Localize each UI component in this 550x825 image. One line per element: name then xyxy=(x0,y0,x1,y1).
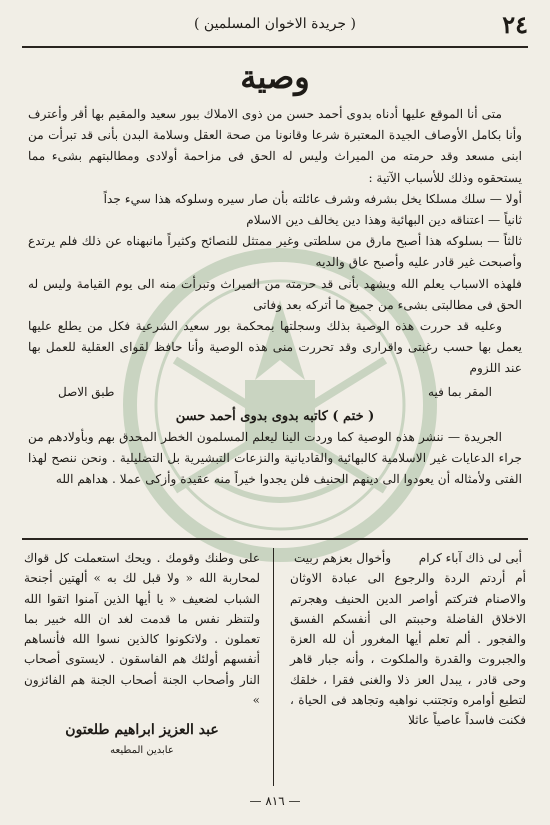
editorial-note: الجريدة — ننشر هذه الوصية كما وردت الينا ليعلم المسلمون الخطر المحدق بهم وبأولادهم من جراء الدعايات غير الاسلامية كالبهائية والقاديانية والنزعات التبشيرية بل التضليلية . ونحن ننصح لهذا الفتى ولأمثاله أن يعودوا الى دينهم الحنيف فلن يجدوا خيراً منه عقيدة وأزكى عملا . هداهم الله xyxy=(28,430,522,487)
article-paragraph: ثانياً — اعتناقه دين البهائية وهذا دين يخالف دين الاسلام xyxy=(246,213,522,228)
column-divider-horizontal xyxy=(22,538,528,540)
header-page-number: ٢٤ xyxy=(502,10,528,39)
article-paragraph: فلهذه الاسباب يعلم الله ويشهد بأنى قد حرمته من الميراث وتبرأت منه الى يوم القيامة وليس له الحق فى مطالبتى بشىء من جميع ما أتركه بعد وفاتى xyxy=(28,276,522,312)
signature-confirmed-label: المقر بما فيه xyxy=(428,384,492,399)
column-divider-vertical xyxy=(273,548,274,786)
left-column xyxy=(24,548,260,761)
left-column-text: على وطنك وقومك . ويحك استعملت كل قواك لمحاربة الله « ولا قبل لك به » ألهتين أجنحة الشباب لضعيف « يا أيها الذين آمنوا اتقوا الله ولتنظر نفس ما قدمت لغد ان الله خبير بما تعملون . ولاتكونوا كالذين نسوا الله فأنساهم أنفسهم أولئك هم الفاسقون . لايستوى أصحاب النار وأصحاب الجنة أصحاب الجنة هم الفائزون » xyxy=(24,551,260,708)
journal-title: ( جريدة الاخوان المسلمين ) xyxy=(194,16,356,32)
right-column xyxy=(290,548,526,731)
author-place: عابدين المطيعه xyxy=(110,744,174,756)
signature-true-copy-label: طبق الاصل xyxy=(58,384,115,399)
verse-hemistich: وأخوال بعزهم ربيت xyxy=(294,551,392,565)
right-column-text: أم أردتم الردة والرجوع الى عبادة الاوثان والاصنام فتركتم أواصر الدين الحنيف وهجرتم الاخلاق الفاضلة وحببتم الى أنفسكم الفسق والفجور . ألم تعلم أيها المغرور أن لله العزة والجبروت والقدرة والملكوت ، وأنه جبار قاهر وحى قادر ، يبدل العز ذلا والغنى فقرا ، خلقك لتطيع أوامره وتجتنب نواهيه وتجاهد فى الحياة ، فكنت فاسداً عاصياً عاثلا xyxy=(290,571,526,728)
article-title: وصية xyxy=(240,58,310,96)
signature-row xyxy=(28,382,522,403)
footer-page-number: — ٨١٦ — xyxy=(249,794,301,808)
page-header xyxy=(22,10,528,48)
poem-verse xyxy=(290,548,526,568)
article-paragraph: وعليه قد حررت هذه الوصية بذلك وسجلتها بمحكمة بور سعيد الشرعية فكل من يطلع عليها يعمل بها حسب رغبتى واقرارى وقد تحررت منى هذه الوصية وأنا حافظ لقواى العقلية للعمل بها عند اللزوم xyxy=(28,319,522,376)
seal-line: ( ختم ) كاتبه بدوى بدوى أحمد حسن xyxy=(175,408,375,424)
article-paragraph: ثالثاً — بسلوكه هذا أصبح مارق من سلطتى وغير ممتثل للنصائح وكثيراً مانبهناه عن ذلك فلم يرتدع وأصبحت غير قادر عليه وأصبح عاق والديه xyxy=(28,234,522,270)
article-body xyxy=(28,104,522,491)
article-paragraph: متى أنا الموقع عليها أدناه بدوى أحمد حسن من ذوى الاملاك ببور سعيد والمقيم بها أقر وأعترف وأنا بكامل الأوصاف الجيدة المعتبرة شرعا وقانونا من صحة العقل وسلامة البدن بأنى قد تبرأت من ابنى مسعد وقد حرمته من الميراث وليس له الحق فى مزاحمة أولادى ومطالبتهم بشىء مما يستحقوه وذلك للأسباب الآتية : xyxy=(28,107,522,185)
author-name: عبد العزيز ابراهيم طلعتون xyxy=(65,722,219,739)
verse-hemistich: أبى لى ذاك آباء كرام xyxy=(418,551,522,565)
article-paragraph: أولا — سلك مسلكا يخل بشرفه وشرف عائلته بأن صار سيره وسلوكه هذا سيء جداً xyxy=(103,191,522,206)
